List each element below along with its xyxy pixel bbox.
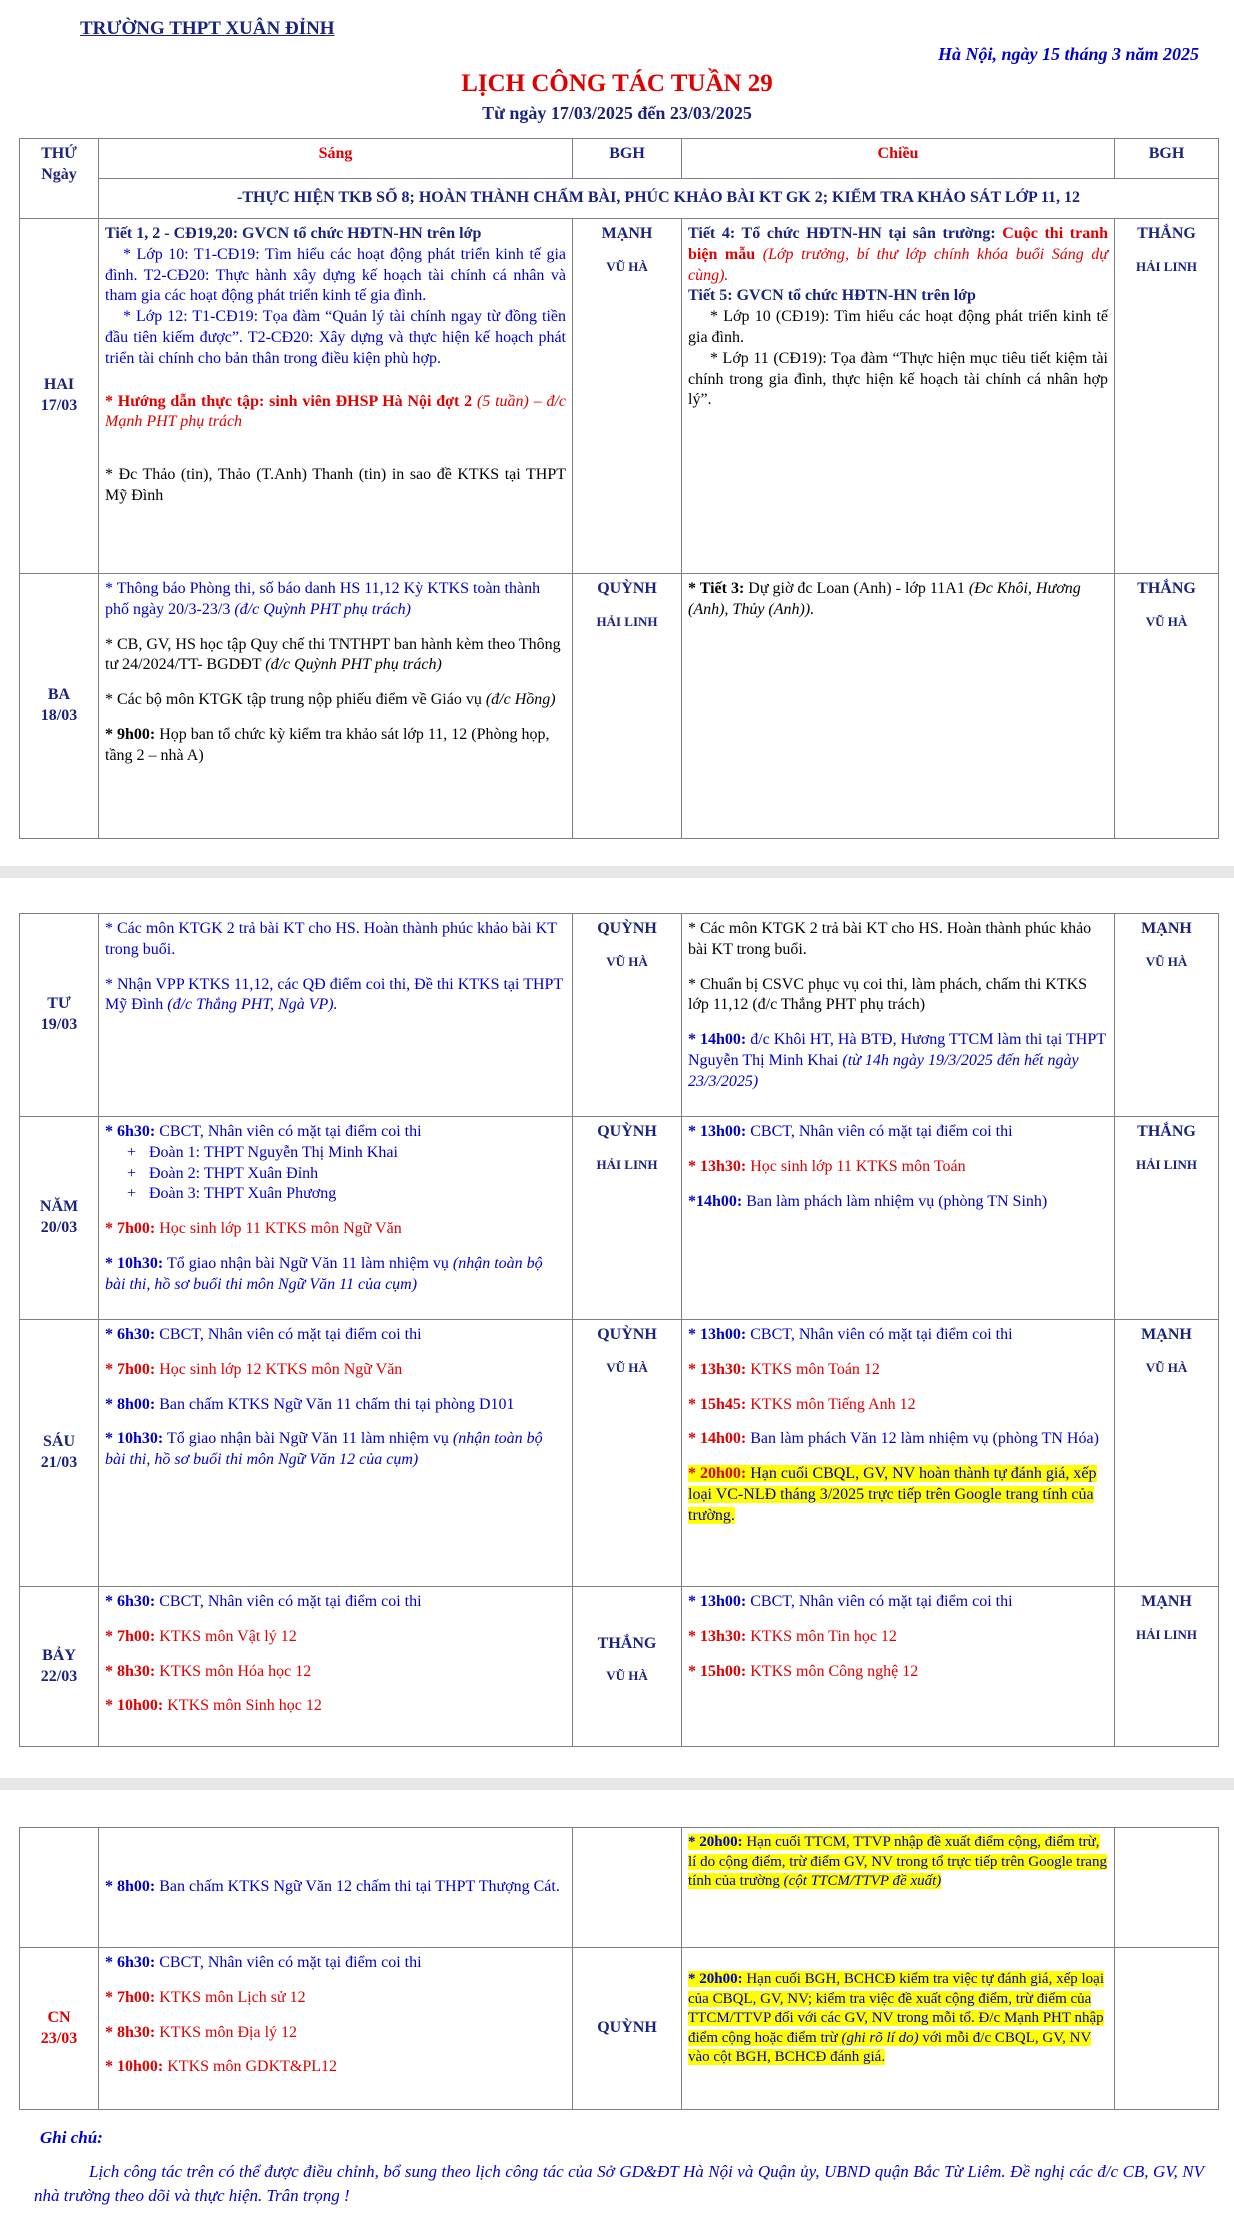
tuesday-bgh-afternoon: THẮNG VŨ HÀ: [1115, 574, 1219, 839]
wednesday-bgh-afternoon: MẠNH VŨ HÀ: [1115, 914, 1219, 1117]
date-range: Từ ngày 17/03/2025 đến 23/03/2025: [482, 103, 752, 123]
table-row: [20, 1948, 1219, 2110]
page-break: [0, 1778, 1234, 1790]
thursday-morning: * 6h30: CBCT, Nhân viên có mặt tại điểm coi thi + Đoàn 1: THPT Nguyễn Thị Minh Khai + Đoàn 2: THPT Xuân Đỉnh + Đoàn 3: THPT Xuân Phương * 7h00: Học sinh lớp 11 KTKS môn Ngữ Văn * 10h30: Tổ giao nhận bài Ngữ Văn 11 làm nhiệm vụ (nhận toàn bộ bài thi, hồ sơ buổi thi môn Ngữ Văn 11 của cụm): [99, 1117, 573, 1320]
monday-bgh-morning: MẠNH VŨ HÀ: [573, 219, 682, 574]
school-name: TRƯỜNG THPT XUÂN ĐỈNH: [80, 18, 335, 39]
tuesday-morning: * Thông báo Phòng thi, số báo danh HS 11,12 Kỳ KTKS toàn thành phố ngày 20/3-23/3 (đ/c Quỳnh PHT phụ trách) * CB, GV, HS học tập Quy chế thi TNTHPT ban hành kèm theo Thông tư 24/2024/TT- BGDĐT (đ/c Quỳnh PHT phụ trách) * Các bộ môn KTGK tập trung nộp phiếu điểm về Giáo vụ (đ/c Hồng) * 9h00: Họp ban tổ chức kỳ kiểm tra khảo sát lớp 11, 12 (Phòng họp, tầng 2 – nhà A): [99, 574, 573, 839]
column-header-afternoon: Chiều: [682, 139, 1115, 179]
friday-bgh-afternoon: MẠNH VŨ HÀ: [1115, 1320, 1219, 1587]
day-tuesday: BA 18/03: [20, 574, 99, 839]
day-sunday: CN 23/03: [20, 1948, 99, 2110]
column-header-bgh-afternoon: BGH: [1115, 139, 1219, 179]
extra-bgh-afternoon: [1115, 1828, 1219, 1948]
tuesday-afternoon: * Tiết 3: Dự giờ đc Loan (Anh) - lớp 11A1 (Đc Khôi, Hương (Anh), Thủy (Anh)).: [682, 574, 1115, 839]
day-wednesday: TƯ 19/03: [20, 914, 99, 1117]
thursday-bgh-afternoon: THẮNG HẢI LINH: [1115, 1117, 1219, 1320]
column-header-day: THỨ Ngày: [20, 139, 99, 219]
page-title: LỊCH CÔNG TÁC TUẦN 29: [461, 70, 773, 97]
wednesday-bgh-morning: QUỲNH VŨ HÀ: [573, 914, 682, 1117]
exam-groups-list: [105, 1143, 566, 1205]
saturday-bgh-morning: THẮNG VŨ HÀ: [573, 1587, 682, 1747]
friday-morning: * 6h30: CBCT, Nhân viên có mặt tại điểm coi thi * 7h00: Học sinh lớp 12 KTKS môn Ngữ Văn * 8h00: Ban chấm KTKS Ngữ Văn 11 chấm thi tại phòng D101 * 10h30: Tổ giao nhận bài Ngữ Văn 11 làm nhiệm vụ (nhận toàn bộ bài thi, hồ sơ buổi thi môn Ngữ Văn 12 của cụm): [99, 1320, 573, 1587]
table-row: [20, 574, 1219, 839]
table-row: [20, 914, 1219, 1117]
footer-note-label: Ghi chú:: [40, 2128, 103, 2147]
friday-bgh-morning: QUỲNH VŨ HÀ: [573, 1320, 682, 1587]
sunday-morning: * 6h30: CBCT, Nhân viên có mặt tại điểm coi thi * 7h00: KTKS môn Lịch sử 12 * 8h30: KTKS môn Địa lý 12 * 10h00: KTKS môn GDKT&PL12: [99, 1948, 573, 2110]
schedule-table-1: [19, 138, 1219, 839]
table-row: [20, 1117, 1219, 1320]
monday-morning: Tiết 1, 2 - CĐ19,20: GVCN tổ chức HĐTN-HN trên lớp * Lớp 10: T1-CĐ19: Tìm hiểu các hoạt động phát triển kinh tế gia đình. T2-CĐ20: Thực hành xây dựng kế hoạch tài chính cá nhân và tham gia các hoạt động phát triển kinh tế gia đình. * Lớp 12: T1-CĐ19: Tọa đàm “Quản lý tài chính ngay từ đồng tiền đầu tiên kiếm được”. T2-CĐ20: Xây dựng và thực hiện kế hoạch phát triển tài chính cho bản thân trong điều kiện phù hợp. * Hướng dẫn thực tập: sinh viên ĐHSP Hà Nội đợt 2 (5 tuần) – đ/c Mạnh PHT phụ trách * Đc Thảo (tin), Thảo (T.Anh) Thanh (tin) in sao đề KTKS tại THPT Mỹ Đình: [99, 219, 573, 574]
sunday-bgh-morning: QUỲNH: [573, 1948, 682, 2110]
tuesday-bgh-morning: QUỲNH HẢI LINH: [573, 574, 682, 839]
day-thursday: NĂM 20/03: [20, 1117, 99, 1320]
table-row: [20, 1320, 1219, 1587]
extra-afternoon: * 20h00: Hạn cuối TTCM, TTVP nhập đề xuất điểm cộng, điểm trừ, lí do cộng điểm, trừ điểm GV, NV trong tổ trực tiếp trên Google trang tính của trường (cột TTCM/TTVP đề xuất): [682, 1828, 1115, 1948]
list-item: + Đoàn 1: THPT Nguyễn Thị Minh Khai: [127, 1143, 566, 1164]
table-row: [20, 1828, 1219, 1948]
schedule-table-2: [19, 913, 1219, 1747]
week-note: -THỰC HIỆN TKB SỐ 8; HOÀN THÀNH CHẤM BÀI, PHÚC KHẢO BÀI KT GK 2; KIỂM TRA KHẢO SÁT LỚP 11, 12: [99, 179, 1219, 219]
page-break: [0, 866, 1234, 878]
column-header-morning: Sáng: [99, 139, 573, 179]
extra-morning: * 8h00: Ban chấm KTKS Ngữ Văn 12 chấm thi tại THPT Thượng Cát.: [99, 1828, 573, 1948]
sunday-bgh-afternoon: [1115, 1948, 1219, 2110]
day-monday: HAI 17/03: [20, 219, 99, 574]
thursday-afternoon: * 13h00: CBCT, Nhân viên có mặt tại điểm coi thi * 13h30: Học sinh lớp 11 KTKS môn Toán *14h00: Ban làm phách làm nhiệm vụ (phòng TN Sinh): [682, 1117, 1115, 1320]
extra-day: [20, 1828, 99, 1948]
table-row: [20, 219, 1219, 574]
document-date: Hà Nội, ngày 15 tháng 3 năm 2025: [937, 44, 1199, 64]
monday-bgh-afternoon: THẮNG HẢI LINH: [1115, 219, 1219, 574]
list-item: + Đoàn 2: THPT Xuân Đỉnh: [127, 1164, 566, 1185]
saturday-morning: * 6h30: CBCT, Nhân viên có mặt tại điểm coi thi * 7h00: KTKS môn Vật lý 12 * 8h30: KTKS môn Hóa học 12 * 10h00: KTKS môn Sinh học 12: [99, 1587, 573, 1747]
monday-afternoon: Tiết 4: Tổ chức HĐTN-HN tại sân trường: Cuộc thi tranh biện mẫu (Lớp trưởng, bí thư lớp chính khóa buổi Sáng dự cùng). Tiết 5: GVCN tổ chức HĐTN-HN trên lớp * Lớp 10 (CĐ19): Tìm hiểu các hoạt động phát triển kinh tế gia đình. * Lớp 11 (CĐ19): Tọa đàm “Thực hiện mục tiêu tiết kiệm tài chính trong gia đình, thực hiện kế hoạch tài chính cá nhân hợp lý”.: [682, 219, 1115, 574]
friday-afternoon: * 13h00: CBCT, Nhân viên có mặt tại điểm coi thi * 13h30: KTKS môn Toán 12 * 15h45: KTKS môn Tiếng Anh 12 * 14h00: Ban làm phách Văn 12 làm nhiệm vụ (phòng TN Hóa) * 20h00: Hạn cuối CBQL, GV, NV hoàn thành tự đánh giá, xếp loại VC-NLĐ tháng 3/2025 trực tiếp trên Google trang tính của trường.: [682, 1320, 1115, 1587]
day-saturday: BẢY 22/03: [20, 1587, 99, 1747]
day-friday: SÁU 21/03: [20, 1320, 99, 1587]
wednesday-afternoon: * Các môn KTGK 2 trả bài KT cho HS. Hoàn thành phúc khảo bài KT trong buổi. * Chuẩn bị CSVC phục vụ coi thi, làm phách, chấm thi KTKS lớp 11,12 (đ/c Thắng PHT phụ trách) * 14h00: đ/c Khôi HT, Hà BTĐ, Hương TTCM làm thi tại THPT Nguyễn Thị Minh Khai (từ 14h ngày 19/3/2025 đến hết ngày 23/3/2025): [682, 914, 1115, 1117]
saturday-afternoon: * 13h00: CBCT, Nhân viên có mặt tại điểm coi thi * 13h30: KTKS môn Tin học 12 * 15h00: KTKS môn Công nghệ 12: [682, 1587, 1115, 1747]
list-item: + Đoàn 3: THPT Xuân Phương: [127, 1184, 566, 1205]
column-header-bgh-morning: BGH: [573, 139, 682, 179]
saturday-bgh-afternoon: MẠNH HẢI LINH: [1115, 1587, 1219, 1747]
schedule-table-3: [19, 1827, 1219, 2110]
sunday-afternoon: * 20h00: Hạn cuối BGH, BCHCĐ kiểm tra việc tự đánh giá, xếp loại của CBQL, GV, NV; kiểm tra việc đề xuất cộng điểm, trừ điểm của TTCM/TTVP đối với các GV, NV trong mỗi tổ. Đ/c Mạnh PHT nhập điểm cộng hoặc điểm trừ (ghi rõ lí do) với mỗi đ/c CBQL, GV, NV vào cột BGH, BCHCĐ đánh giá.: [682, 1948, 1115, 2110]
extra-bgh-morning: [573, 1828, 682, 1948]
footer-note-text: Lịch công tác trên có thể được điều chỉnh, bổ sung theo lịch công tác của Sở GD&ĐT Hà Nội và Quận ủy, UBND quận Bắc Từ Liêm. Đề nghị các đ/c CB, GV, NV nhà trường theo dõi và thực hiện. Trân trọng !: [34, 2162, 1204, 2205]
table-row: [20, 1587, 1219, 1747]
thursday-bgh-morning: QUỲNH HẢI LINH: [573, 1117, 682, 1320]
wednesday-morning: * Các môn KTGK 2 trả bài KT cho HS. Hoàn thành phúc khảo bài KT trong buổi. * Nhận VPP KTKS 11,12, các QĐ điểm coi thi, Đề thi KTKS tại THPT Mỹ Đình (đ/c Thắng PHT, Ngà VP).: [99, 914, 573, 1117]
